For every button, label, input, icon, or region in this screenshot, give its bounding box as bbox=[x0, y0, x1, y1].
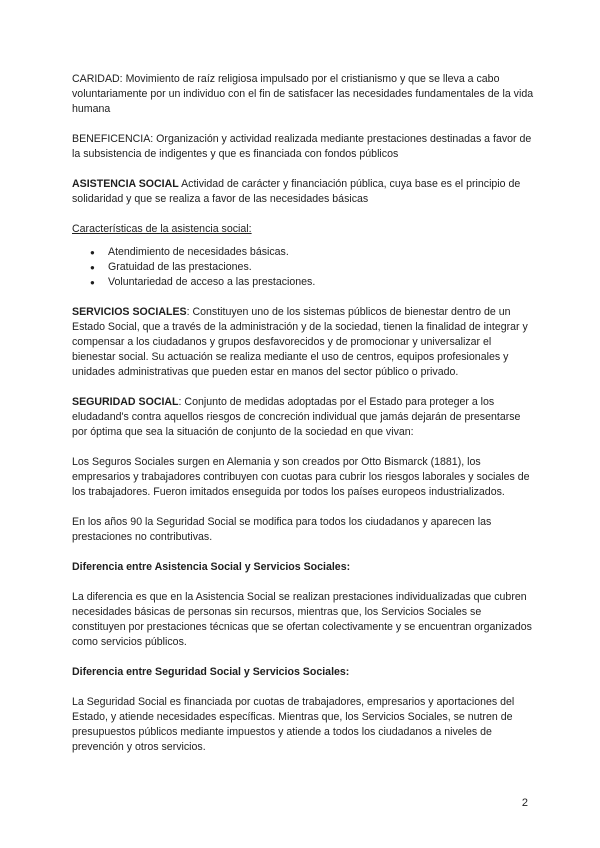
diferencia1-paragraph: La diferencia es que en la Asistencia Social se realizan prestaciones individualizadas que cubren necesidades básicas de personas sin recursos, mientras que, los Servicios Sociales se constituyen por prestaciones técnicas que se ofertan colectivamente y se encuentran organizados como servicios públicos. bbox=[72, 591, 532, 648]
seguros-paragraph: Los Seguros Sociales surgen en Alemania y son creados por Otto Bismarck (1881), los empresarios y trabajadores contribuyen con cuotas para cubrir los riesgos laborales y sociales de los trabajadores. Fueron imitados enseguida por todos los países europeos industrializados. bbox=[72, 456, 530, 498]
servicios-term: SERVICIOS SOCIALES bbox=[72, 306, 187, 318]
beneficencia-text: Organización y actividad realizada mediante prestaciones destinadas a favor de la subsistencia de indigentes y que es financiada con fondos públicos bbox=[72, 133, 532, 160]
seguridad-paragraph bbox=[72, 395, 534, 440]
caridad-text: Movimiento de raíz religiosa impulsado por el cristianismo y que se lleva a cabo voluntariamente por un individuo con el fin de satisfacer las necesidades fundamentales de la vida humana bbox=[72, 73, 534, 115]
diferencia2-paragraph: La Seguridad Social es financiada por cuotas de trabajadores, empresarios y aportaciones del Estado, y atiende necesidades específicas. Mientras que, los Servicios Sociales, se nutren de presupuestos públicos mediante impuestos y atiende a todos los ciudadanos a niveles de prevención y otros servicios. bbox=[72, 696, 515, 753]
seguridad-term: SEGURIDAD SOCIAL bbox=[72, 396, 179, 408]
document-page bbox=[72, 72, 534, 755]
diferencia1-heading-text: Diferencia entre Asistencia Social y Servicios Sociales: bbox=[72, 561, 351, 573]
diferencia2-heading-text: Diferencia entre Seguridad Social y Servicios Sociales: bbox=[72, 666, 350, 678]
anos90-paragraph: En los años 90 la Seguridad Social se modifica para todos los ciudadanos y aparecen las prestaciones no contributivas. bbox=[72, 516, 492, 543]
asistencia-paragraph bbox=[72, 177, 534, 207]
list-item: ● Gratuidad de las prestaciones. bbox=[78, 260, 534, 275]
diferencia2-heading bbox=[72, 665, 534, 680]
asistencia-text: Actividad de carácter y financiación pública, cuya base es el principio de solidaridad y que se realiza a favor de las necesidades básicas bbox=[72, 178, 521, 205]
servicios-paragraph bbox=[72, 305, 534, 380]
caracteristicas-heading: Características de la asistencia social: bbox=[72, 223, 252, 235]
list-item: ● Voluntariedad de acceso a las prestaciones. bbox=[78, 275, 534, 290]
asistencia-term: ASISTENCIA SOCIAL bbox=[72, 178, 179, 190]
caridad-paragraph bbox=[72, 72, 534, 117]
list-item: ● Atendimiento de necesidades básicas. bbox=[78, 245, 534, 260]
caridad-term: CARIDAD: bbox=[72, 73, 123, 85]
seguridad-text: : Conjunto de medidas adoptadas por el Estado para proteger a los eludadand's contra aquellos riesgos de concreción individual que jamás dejarán de presentarse por óptima que sea la situación de conjunto de la sociedad en que vivan: bbox=[72, 396, 521, 438]
beneficencia-term: BENEFICENCIA: bbox=[72, 133, 154, 145]
page-number: 2 bbox=[521, 797, 528, 809]
beneficencia-paragraph bbox=[72, 132, 534, 162]
caracteristicas-list bbox=[72, 245, 534, 290]
diferencia1-heading bbox=[72, 560, 534, 575]
servicios-text: : Constituyen uno de los sistemas públicos de bienestar dentro de un Estado Social, que a través de la administración y de la sociedad, tienen la finalidad de integrar y compensar a los ciudadanos y grupos desfavorecidos y de promocionar y universalizar el bienestar social. Su actuación se realiza mediante el uso de centros, equipos profesionales y unidades administrativas que pueden estar en manos del sector público o privado. bbox=[72, 306, 528, 378]
